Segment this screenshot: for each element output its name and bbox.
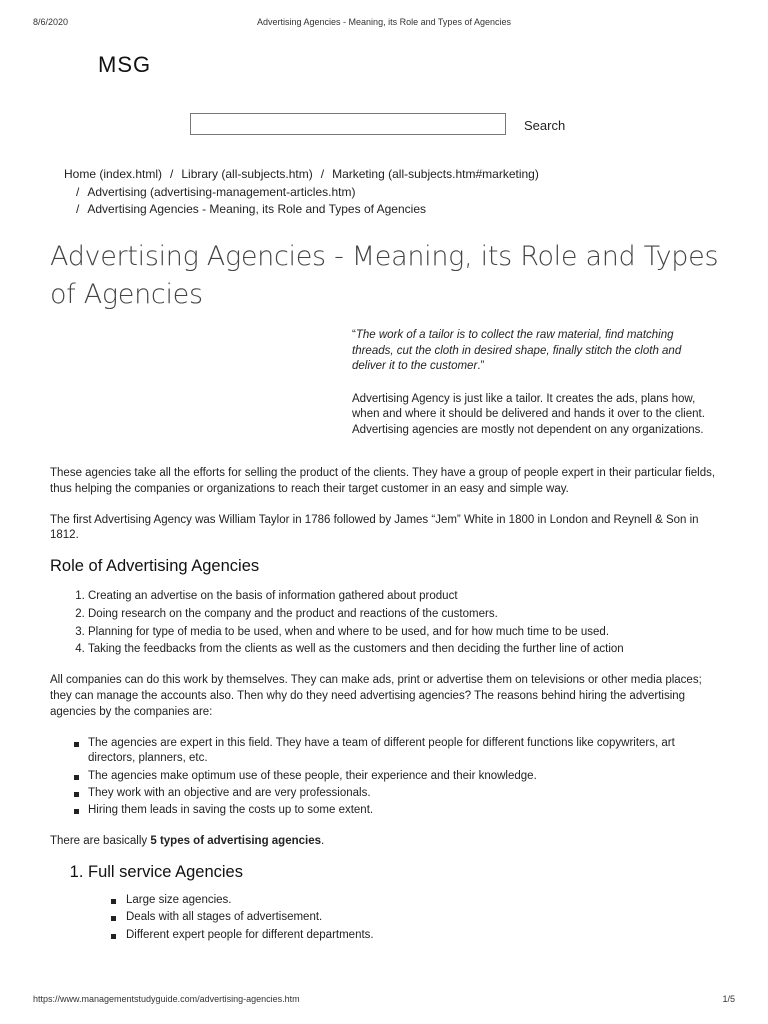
reasons-list	[50, 736, 720, 819]
agency-types-list	[50, 862, 720, 944]
intro-paragraph: Advertising Agency is just like a tailor. It creates the ads, plans how, when and where it should be delivered and hands it over to the client. Advertising agencies are mostly not dependent on any organizations.	[352, 392, 705, 436]
article-content	[50, 466, 720, 946]
types-intro	[50, 834, 720, 850]
print-date: 8/6/2020	[33, 17, 69, 27]
role-heading: Role of Advertising Agencies	[50, 557, 260, 576]
agency-type-point: Different expert people for different departments.	[88, 928, 720, 944]
site-logo[interactable]: MSG	[98, 52, 152, 77]
role-item: 2. Doing research on the company and the product and reactions of the customers.	[88, 607, 720, 623]
role-item: 3. Planning for type of media to be used, when and where to be used, and for how much time to be used.	[88, 625, 720, 641]
reason-item: Hiring them leads in saving the costs up to some extent.	[50, 803, 720, 819]
agency-type-point: Large size agencies.	[88, 893, 720, 909]
reason-item: The agencies are expert in this field. They have a team of different people for different functions like copywriters, art directors, planners, etc.	[50, 736, 720, 768]
quote-close-mark: .”	[477, 360, 485, 373]
print-header	[0, 17, 768, 31]
paragraph-why-agencies: All companies can do this work by themselves. They can make ads, print or advertise them on televisions or other media places; they can manage the accounts also. Then why do they need advertising agencies? The reasons behind hiring the advertising agencies by the companies are:	[50, 674, 702, 718]
quote-open-mark: “	[352, 329, 356, 341]
role-list	[50, 589, 720, 658]
tailor-quote	[352, 328, 716, 375]
breadcrumb	[64, 166, 664, 219]
breadcrumb-library[interactable]: Library (all-subjects.htm)	[181, 167, 313, 181]
search-input[interactable]	[190, 113, 506, 135]
breadcrumb-advertising[interactable]: Advertising (advertising-management-articles.htm)	[87, 184, 356, 199]
print-page-number: 1/5	[722, 994, 735, 1004]
agency-type-point: Deals with all stages of advertisement.	[88, 910, 720, 926]
paragraph-efforts: These agencies take all the efforts for selling the product of the clients. They have a group of people expert in their particular fields, thus helping the companies or organizations to reach their target customer in an easy and simple way.	[50, 467, 716, 495]
types-intro-period: .	[321, 835, 325, 848]
print-url: https://www.managementstudyguide.com/advertising-agencies.htm	[33, 994, 300, 1004]
breadcrumb-home[interactable]: Home (index.html)	[64, 167, 163, 181]
breadcrumb-separator: /	[76, 202, 80, 216]
paragraph-history: The first Advertising Agency was William Taylor in 1786 followed by James “Jem” White in 1800 in London and Reynell & Son in 1812.	[50, 513, 699, 542]
breadcrumb-separator: /	[76, 184, 80, 199]
agency-type-points	[88, 893, 720, 944]
reason-item: The agencies make optimum use of these people, their experience and their knowledge.	[50, 769, 720, 785]
breadcrumb-separator: /	[320, 167, 325, 181]
breadcrumb-separator: /	[170, 167, 174, 181]
print-title: Advertising Agencies - Meaning, its Role and Types of Agencies	[257, 17, 511, 27]
breadcrumb-current: Advertising Agencies - Meaning, its Role and Types of Agencies	[87, 202, 426, 216]
reason-item: They work with an objective and are very professionals.	[50, 786, 720, 802]
search-button[interactable]: Search	[516, 115, 573, 135]
types-intro-text: There are basically	[50, 835, 151, 848]
quote-text: The work of a tailor is to collect the raw material, find matching threads, cut the cloth in desired shape, finally stitch the cloth and deliver it to the customer	[352, 329, 682, 373]
breadcrumb-marketing[interactable]: Marketing (all-subjects.htm#marketing)	[332, 167, 539, 181]
page-title: Advertising Agencies - Meaning, its Role and Types of Agencies	[50, 241, 719, 310]
role-item: 4. Taking the feedbacks from the clients as well as the customers and then deciding the further line of action	[88, 642, 720, 658]
role-item: 1. Creating an advertise on the basis of information gathered about product	[88, 589, 720, 605]
agency-type-heading: Full service Agencies	[88, 862, 243, 881]
agency-type-item	[88, 862, 720, 944]
intro-sidebox	[352, 328, 716, 456]
print-footer	[0, 994, 768, 1008]
types-count-bold: 5 types of advertising agencies	[150, 835, 322, 848]
